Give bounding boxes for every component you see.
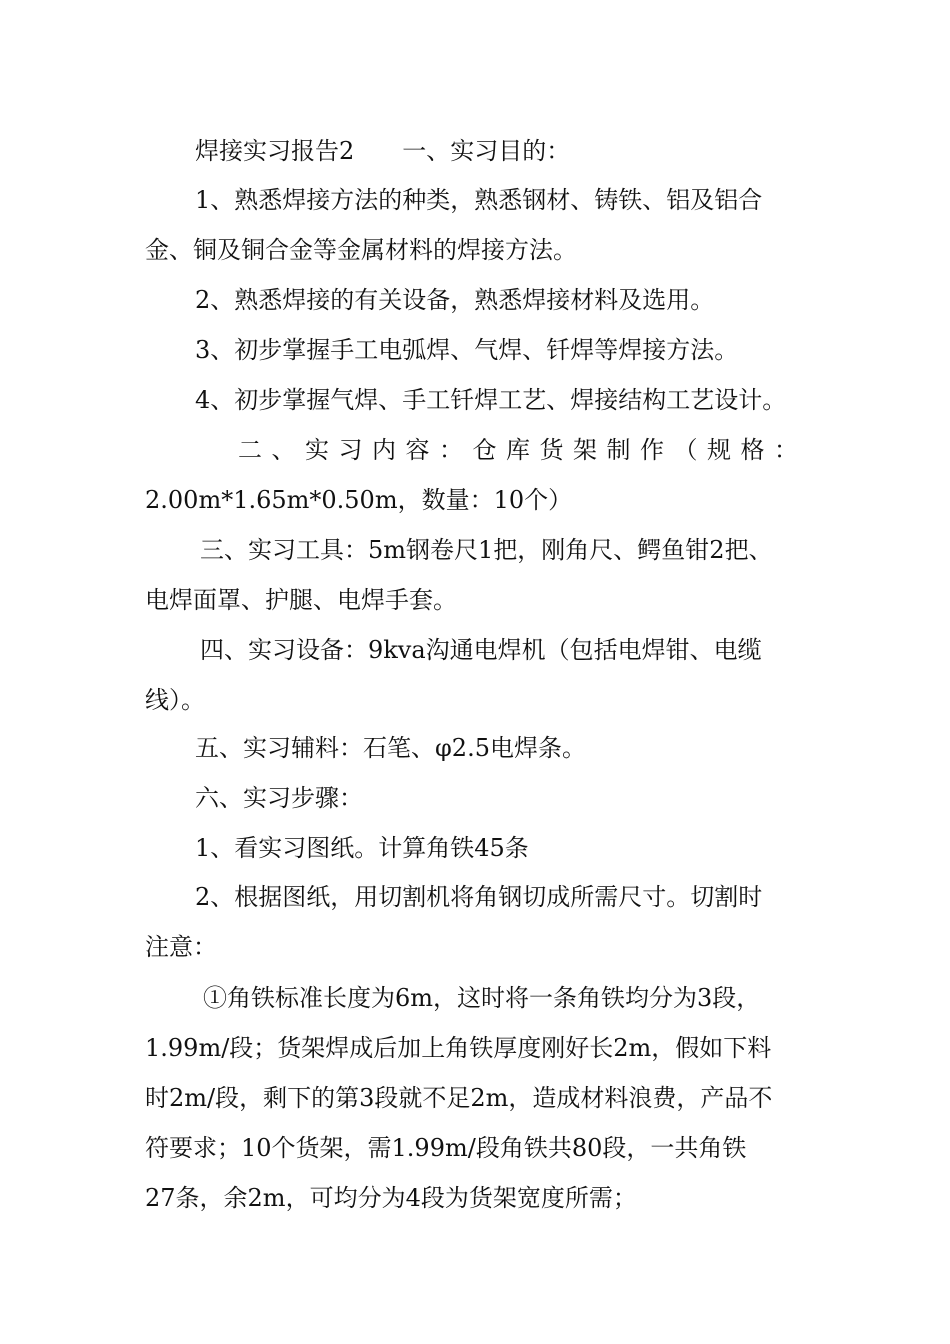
- note-line5: 27条，余2m，可均分为4段为货架宽度所需；: [145, 1184, 637, 1212]
- section-2-line1: [238, 435, 798, 465]
- sec2-char: 制: [606, 436, 631, 464]
- sec2-char: 架: [573, 436, 597, 464]
- section-3-line1: 三、实习工具：5m钢卷尺1把，刚角尺、鳄鱼钳2把、: [200, 536, 773, 564]
- sec2-char: 格: [740, 436, 765, 464]
- sec2-char: 习: [338, 436, 363, 464]
- note-line3: 时2m/段，剩下的第3段就不足2m，造成材料浪费，产品不: [145, 1084, 773, 1112]
- section-4-line2: 线）。: [145, 686, 205, 714]
- sec2-char: 、: [271, 436, 296, 464]
- sec2-char: 规: [707, 436, 731, 464]
- section-6: 六、实习步骤：: [195, 784, 363, 812]
- sec2-char: 实: [305, 436, 329, 464]
- section-5: 五、实习辅料：石笔、φ2.5电焊条。: [195, 734, 586, 762]
- step-1: 1、看实习图纸。计算角铁45条: [195, 834, 529, 862]
- sec2-char: 内: [372, 436, 396, 464]
- sec2-char: 容: [405, 436, 430, 464]
- sec2-char: ：: [774, 436, 798, 464]
- section-3-line2: 电焊面罩、护腿、电焊手套。: [145, 586, 457, 614]
- objective-2: 2、熟悉焊接的有关设备，熟悉焊接材料及选用。: [195, 286, 715, 314]
- section-4-line1: 四、实习设备：9kva沟通电焊机（包括电焊钳、电缆: [200, 636, 762, 664]
- step-2-line2: 注意：: [145, 933, 217, 961]
- objective-4: 4、初步掌握气焊、手工钎焊工艺、焊接结构工艺设计。: [195, 386, 787, 414]
- objective-1-line2: 金、铜及铜合金等金属材料的焊接方法。: [145, 236, 577, 264]
- objective-1-line1: 1、熟悉焊接方法的种类，熟悉钢材、铸铁、铝及铝合: [195, 186, 763, 214]
- note-line4: 符要求；10个货架，需1.99m/段角铁共80段，一共角铁: [145, 1134, 747, 1162]
- step-2-line1: 2、根据图纸，用切割机将角钢切成所需尺寸。切割时: [195, 883, 763, 911]
- sec2-char: 仓: [472, 436, 497, 464]
- sec2-char: ：: [439, 436, 463, 464]
- sec2-char: 库: [506, 436, 530, 464]
- sec2-char: （: [673, 436, 698, 464]
- title-line: 焊接实习报告2 一、实习目的：: [195, 137, 571, 165]
- sec2-char: 货: [539, 436, 564, 464]
- sec2-char: 作: [640, 436, 664, 464]
- note-line2: 1.99m/段；货架焊成后加上角铁厚度刚好长2m，假如下料: [145, 1034, 772, 1062]
- sec2-char: 二: [238, 436, 262, 464]
- section-2-line2: 2.00m*1.65m*0.50m，数量：10个）: [145, 486, 573, 514]
- note-line1: ①角铁标准长度为6m，这时将一条角铁均分为3段，: [203, 984, 761, 1012]
- objective-3: 3、初步掌握手工电弧焊、气焊、钎焊等焊接方法。: [195, 336, 739, 364]
